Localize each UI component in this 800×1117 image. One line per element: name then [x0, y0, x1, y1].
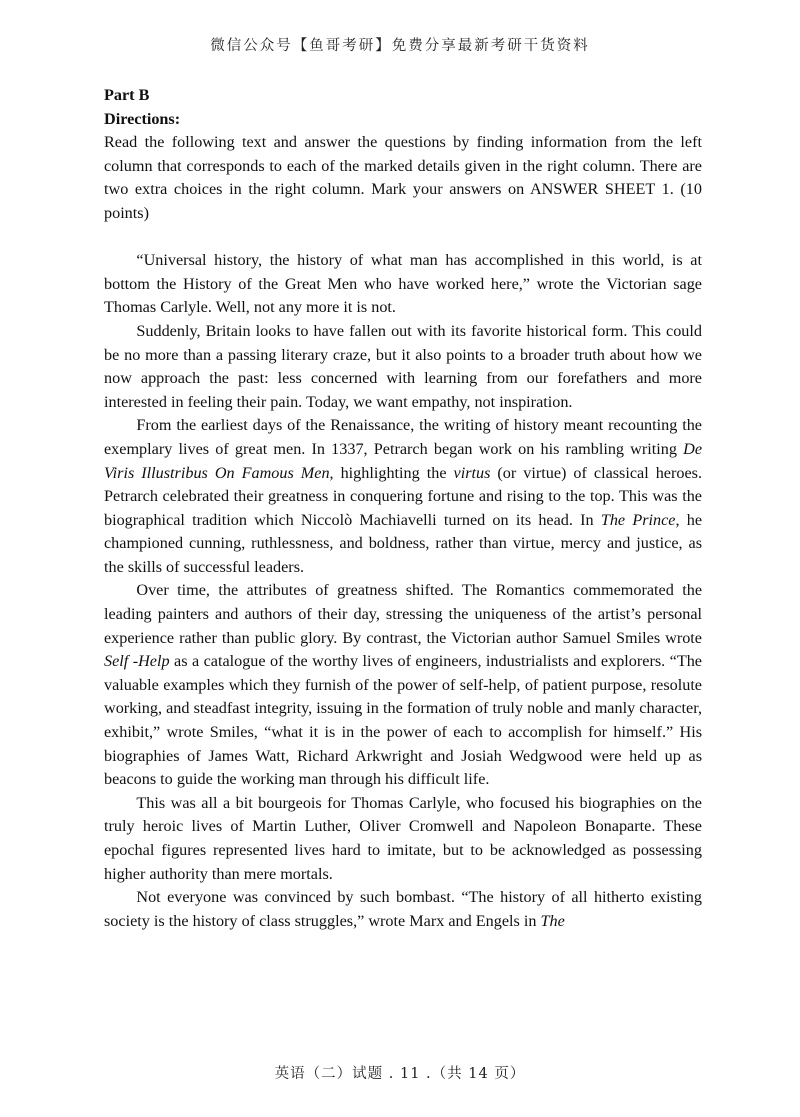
- spacer: [104, 226, 702, 250]
- paragraph-text: From the earliest days of the Renaissance, the writing of history meant recounting the exemplary lives of great men. In 1337, Petrarch began work on his rambling writing: [104, 416, 702, 458]
- book-title: Self -Help: [104, 652, 170, 671]
- passage-paragraph-1: “Universal history, the history of what man has accomplished in this world, is at bottom the History of the Great Men who have worked here,” wrote the Victorian sage Thomas Carlyle. Well, not any more it is not.: [104, 251, 702, 317]
- footer-page-info: 英语（二）试题 . 11 .（共 14 页）: [274, 1066, 526, 1082]
- book-title: De Viris Illustribus: [104, 439, 702, 482]
- passage-paragraph-6: [104, 886, 702, 933]
- paragraph-text: Over time, the attributes of greatness shifted. The Romantics commemorated the leading painters and authors of their day, stressing the uniqueness of the artist’s personal experience rather than public glory. By contrast, the Victorian author Samuel Smiles wrote: [104, 581, 702, 647]
- header-banner: 微信公众号【鱼哥考研】免费分享最新考研干货资料: [210, 38, 590, 54]
- paragraph-text: (or virtue) of classical heroes. Petrarch celebrated their greatness in conquering fortune and rising to the top. This was the biographical tradition which Niccolò Machiavelli turned on its head. In: [104, 463, 703, 529]
- passage-paragraph-2: Suddenly, Britain looks to have fallen out with its favorite historical form. This could be no more than a passing literary craze, but it also points to a broader truth about how we now approach the past: less concerned with learning from our forefathers and more interested in feeling their pain. Today, we want empathy, not inspiration.: [104, 321, 702, 411]
- directions-heading: Directions:: [104, 109, 181, 128]
- book-title: The Prince: [600, 510, 676, 529]
- paragraph-text: Not everyone was convinced by such bombast. “The history of all hitherto existing society is the history of class struggles,” wrote Marx and Engels in: [104, 888, 702, 930]
- paragraph-text: [208, 464, 215, 482]
- passage-paragraph-5: This was all a bit bourgeois for Thomas Carlyle, who focused his biographies on the truly heroic lives of Martin Luther, Oliver Cromwell and Napoleon Bonaparte. These epochal figures represented lives hard to imitate, but to be acknowledged as possessing higher authority than mere mortals.: [104, 793, 702, 883]
- passage-paragraph-3: [104, 414, 702, 579]
- section-title: Part B: [104, 86, 150, 104]
- latin-term: virtus: [453, 463, 491, 482]
- directions-text: Read the following text and answer the questions by finding information from the left column that corresponds to each of the marked details given in the right column. There are two extra choices in the right column. Mark your answers on ANSWER SHEET 1. (10 points): [104, 133, 702, 222]
- main-content: [104, 84, 702, 933]
- book-title: On Famous Men: [214, 463, 330, 482]
- paragraph-text: as a catalogue of the worthy lives of engineers, industrialists and explorers. “The valuable examples which they furnish of the power of self-help, of patient purpose, resolute working, and steadfast integrity, issuing in the formation of truly noble and manly character, exhibit,” wrote Smiles, “what it is in the power of each to accomplish for himself.” His biographies of James Watt, Richard Arkwright and Josiah Wedgwood were held up as beacons to guide the working man through his difficult life.: [104, 652, 702, 789]
- paragraph-text: , he championed cunning, ruthlessness, and boldness, rather than virtue, mercy and justice, as the skills of successful leaders.: [104, 510, 702, 576]
- passage-paragraph-4: [104, 579, 702, 791]
- paragraph-text: , highlighting the: [329, 463, 454, 482]
- book-title: The: [540, 911, 565, 930]
